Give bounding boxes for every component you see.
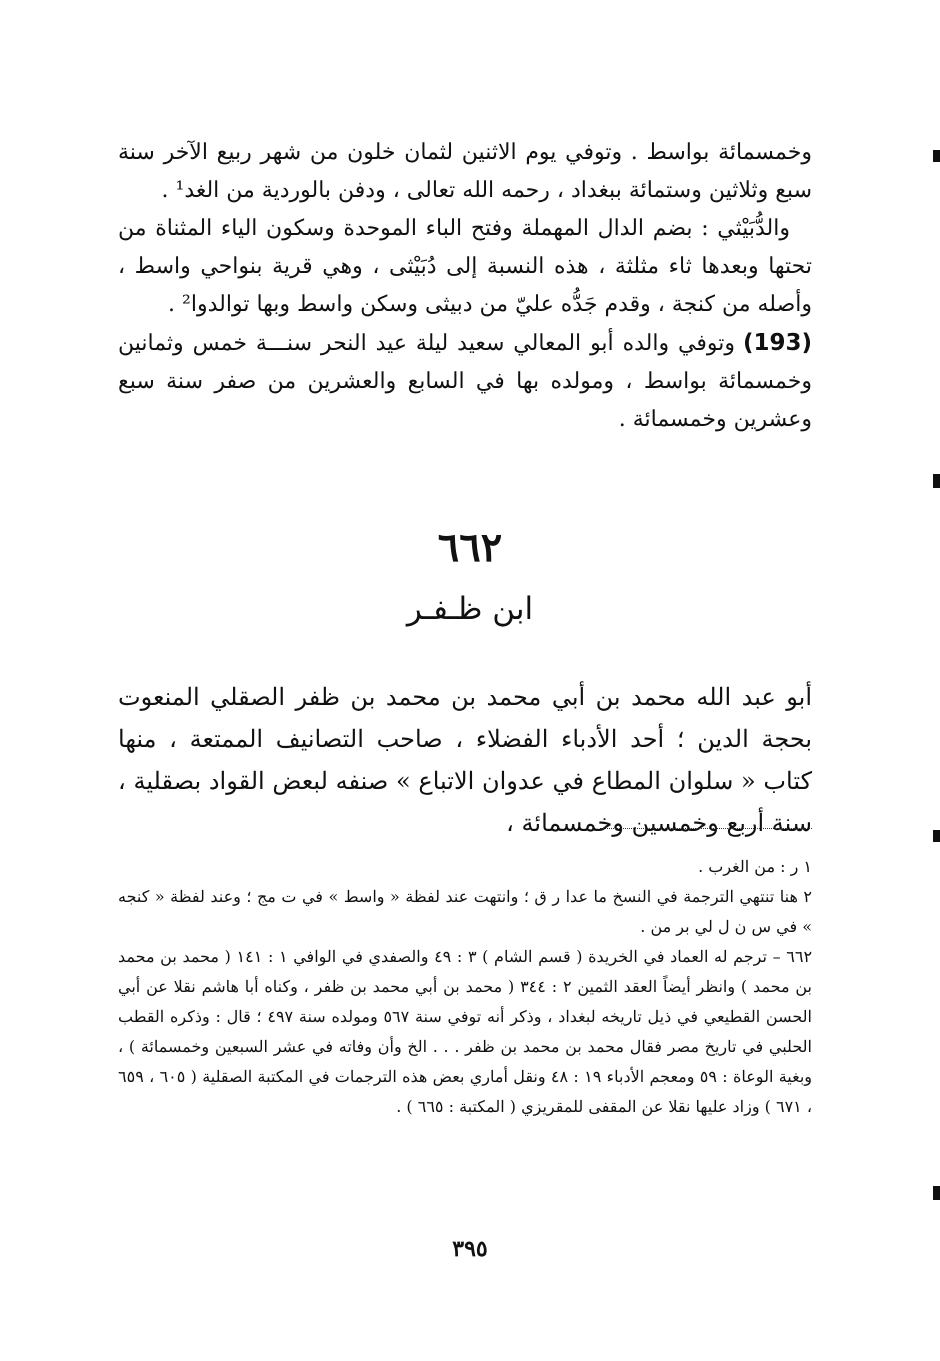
- footnotes: [118, 852, 812, 1122]
- edge-mark: [933, 474, 940, 488]
- footnote-662: ٦٦٢ – ترجم له العماد في الخريدة ( قسم الشام ) ٣ : ٤٩ والصفدي في الوافي ١ : ١٤١ ( محمد بن محمد بن محمد ) وانظر أيضاً العقد الثمين ٢ : ٣٤٤ ( محمد بن أبي محمد بن ظفر ، وكناه أبا هاشم نقلا عن أبي الحسن القطيعي في ذيل تاريخه لبغداد ، وذكر أنه توفي سنة ٥٦٧ ومولده سنة ٤٩٧ ؛ قال : وذكره القطب الحلبي في تاريخ مصر فقال محمد بن محمد بن ظفر . . . الخ وأن وفاته في عشر السبعين وخمسمائة ) ، وبغية الوعاة : ٥٩ ومعجم الأدباء ١٩ : ٤٨ ونقل أماري بعض هذه الترجمات في المكتبة الصقلية ( ٦٠٥ ، ٦٥٩ ، ٦٧١ ) وزاد عليها نقلا عن المقفى للمقريزي ( المكتبة : ٦٦٥ ) .: [118, 947, 813, 1116]
- page-number: ٣٩٥: [452, 1236, 488, 1262]
- paragraph-2: والدُّبَيْثي : بضم الدال المهملة وفتح الباء الموحدة وسكون الياء المثناة من تحتها وبعدها ثاء مثلثة ، هذه النسبة إلى دُبَيْثى ، وهي قرية بنواحي واسط ، وأصله من كنجة ، وقدم جَدُّه عليّ من دبيثى وسكن واسط وبها توالدوا² .: [118, 216, 812, 317]
- edge-mark: [933, 150, 940, 162]
- entry-number: ٦٦٢: [437, 524, 503, 571]
- edge-mark: [933, 1186, 940, 1200]
- footnote-2: ٢ هنا تنتهي الترجمة في النسخ ما عدا ر ق ؛ وانتهت عند لفظة « واسط » في ت مج ؛ وعند لفظة « كنجه » في س ن ل لي بر من .: [118, 887, 812, 936]
- paragraph-1: وخمسمائة بواسط . وتوفي يوم الاثنين لثمان خلون من شهر ربيع الآخر سنة سبع وثلاثين وستمائة ببغداد ، رحمه الله تعالى ، ودفن بالوردية من الغد¹ .: [118, 140, 812, 203]
- page-marker: (193): [742, 330, 812, 356]
- footnote-1: ١ ر : من الغرب .: [698, 857, 812, 876]
- edge-mark: [933, 830, 940, 842]
- paragraph-3-text: وتوفي والده أبو المعالي سعيد ليلة عيد النحر سنـــة خمس وثمانين وخمسمائة بواسط ، ومولده بها في السابع والعشرين من صفر سنة سبع وعشرين وخمسمائة .: [118, 331, 812, 432]
- entry-title: ابن ظـفـر: [406, 591, 534, 627]
- top-text-block: [118, 134, 812, 439]
- paragraph-3: [118, 324, 812, 439]
- entry-body: أبو عبد الله محمد بن أبي محمد بن محمد بن ظفر الصقلي المنعوت بحجة الدين ؛ أحد الأدباء الفضلاء ، صاحب التصانيف الممتعة ، منها كتاب « سلوان المطاع في عدوان الاتباع » صنفه لبعض القواد بصقلية ، سنة أربع وخمسين وخمسمائة ،: [118, 683, 812, 837]
- footnote-separator: [600, 828, 812, 829]
